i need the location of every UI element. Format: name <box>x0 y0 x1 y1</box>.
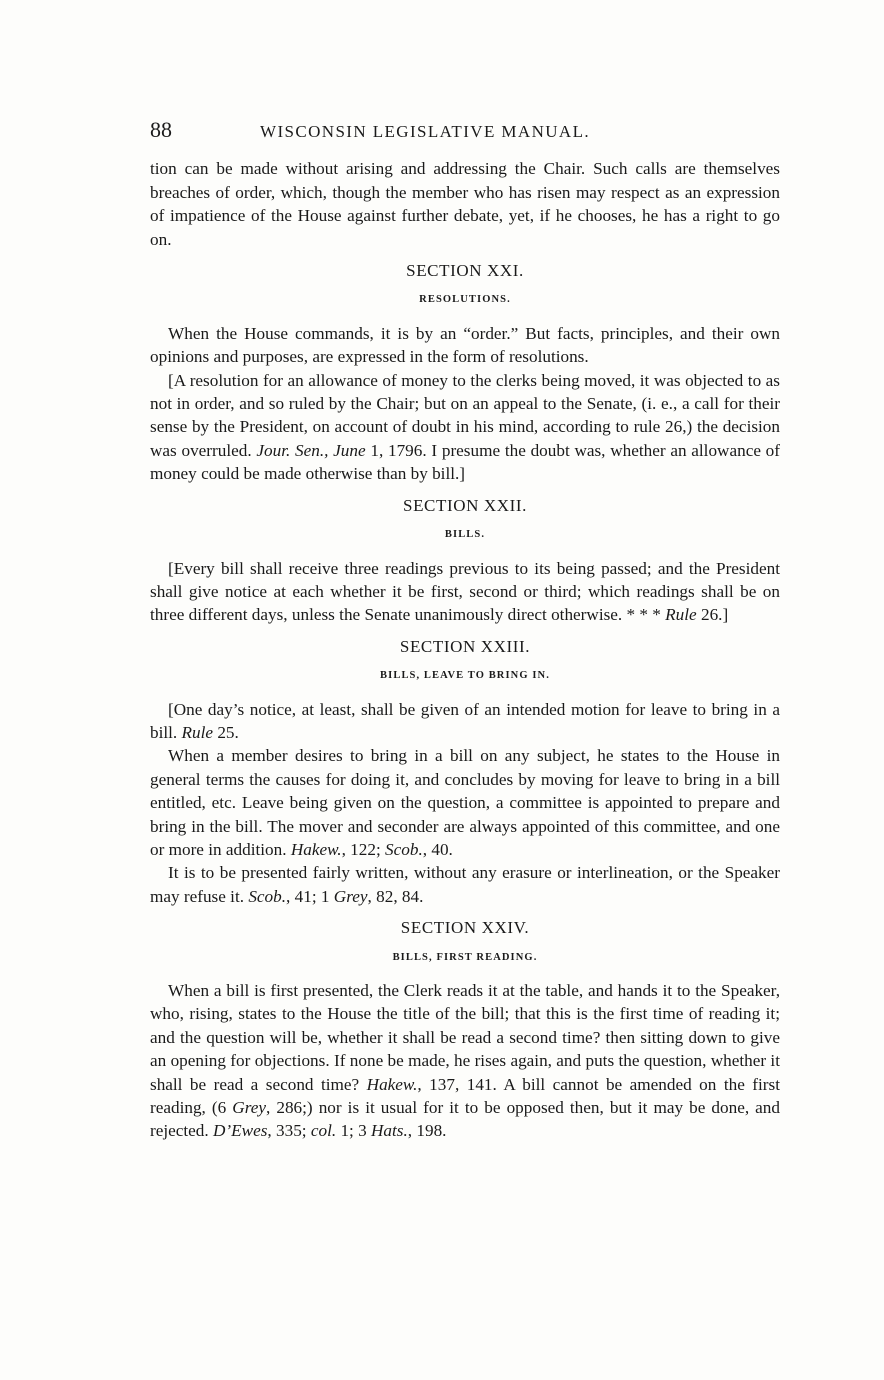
citation: Hats. <box>371 1121 408 1141</box>
section-23-paragraph-3: It is to be presented fairly written, without any erasure or interlineation, or the Speaker may refuse it. Scob., 41; 1 Grey, 82, 84. <box>150 863 780 906</box>
citation: Jour. Sen., June <box>256 440 366 460</box>
citation: col. <box>310 1121 337 1141</box>
section-24-title: SECTION XXIV. <box>400 918 530 938</box>
citation: D’Ewes <box>212 1121 268 1141</box>
section-23-paragraph-1: [One day’s notice, at least, shall be given of an intended motion for leave to bring in a bill. Rule 25. <box>150 699 780 742</box>
section-24-paragraph-1: When a bill is first presented, the Clerk reads it at the table, and hands it to the Speaker, who, rising, states to the House the title of the bill; that this is the first time of reading it; and the question will be, whether it shall be read a second time? then sitting down to give an opening for objections. If none be made, he rises again, and puts the question, whether it shall be read a second time? Hakew., 137, 141. A bill cannot be amended on the first reading, (6 Grey, 286;) nor is it usual for it to be opposed then, but it may be done, and rejected. D’Ewes, 335; col. 1; 3 Hats., 198. <box>150 981 780 1141</box>
citation: Hakew. <box>366 1074 418 1094</box>
section-22-paragraph-1: [Every bill shall receive three readings previous to its being passed; and the President shall give notice at each whether it be first, second or third; which readings shall be on three different days, unless the Senate unanimously direct otherwise. * * * Rule 26.] <box>150 558 780 625</box>
section-21-paragraph-1: When the House commands, it is by an “order.” But facts, principles, and their own opinions and purposes, are expressed in the form of resolutions. <box>150 323 780 367</box>
citation: Hakew. <box>290 839 342 859</box>
continued-paragraph: tion can be made without arising and addressing the Chair. Such calls are themselves breaches of order, which, though the member who has risen may respect as an expression of impatience of the House against further debate, yet, if he chooses, he has a right to go on. <box>150 159 780 249</box>
section-22-subtitle: BILLS. <box>444 529 486 541</box>
citation: Rule <box>181 722 214 742</box>
section-24-subtitle: BILLS, FIRST READING. <box>392 951 538 963</box>
page-header <box>150 118 780 143</box>
citation: Grey <box>232 1098 267 1118</box>
section-23-title: SECTION XXIII. <box>399 636 531 656</box>
section-21-subtitle: RESOLUTIONS. <box>419 294 511 306</box>
section-22-title: SECTION XXII. <box>403 495 527 515</box>
section-23-subtitle: BILLS, LEAVE TO BRING IN. <box>380 670 550 682</box>
citation: Scob. <box>385 839 423 859</box>
running-title: WISCONSIN LEGISLATIVE MANUAL. <box>260 122 591 141</box>
page-number: 88 <box>150 117 172 142</box>
citation: Scob. <box>248 886 287 906</box>
citation: Rule <box>665 605 697 625</box>
section-21-paragraph-2: [A resolution for an allowance of money to the clerks being moved, it was objected to as not in order, and so ruled by the Chair; but on an appeal to the Senate, (i. e., a call for their sense by the President, on account of doubt in his mind, according to rule 26,) the decision was overruled. Jour. Sen., June 1, 1796. I presume the doubt was, whether an allowance of money could be made otherwise than by bill.] <box>150 370 781 484</box>
citation: Grey <box>333 886 368 906</box>
section-23-paragraph-2: When a member desires to bring in a bill on any subject, he states to the House in general terms the causes for doing it, and concludes by moving for leave to bring in a bill entitled, etc. Leave being given on the question, a committee is appointed to prepare and bring in the bill. The mover and seconder are always appointed of this committee, and one or more in addition. Hakew., 122; Scob., 40. <box>150 746 780 859</box>
section-21-title: SECTION XXI. <box>406 261 524 281</box>
book-page <box>150 118 780 1143</box>
